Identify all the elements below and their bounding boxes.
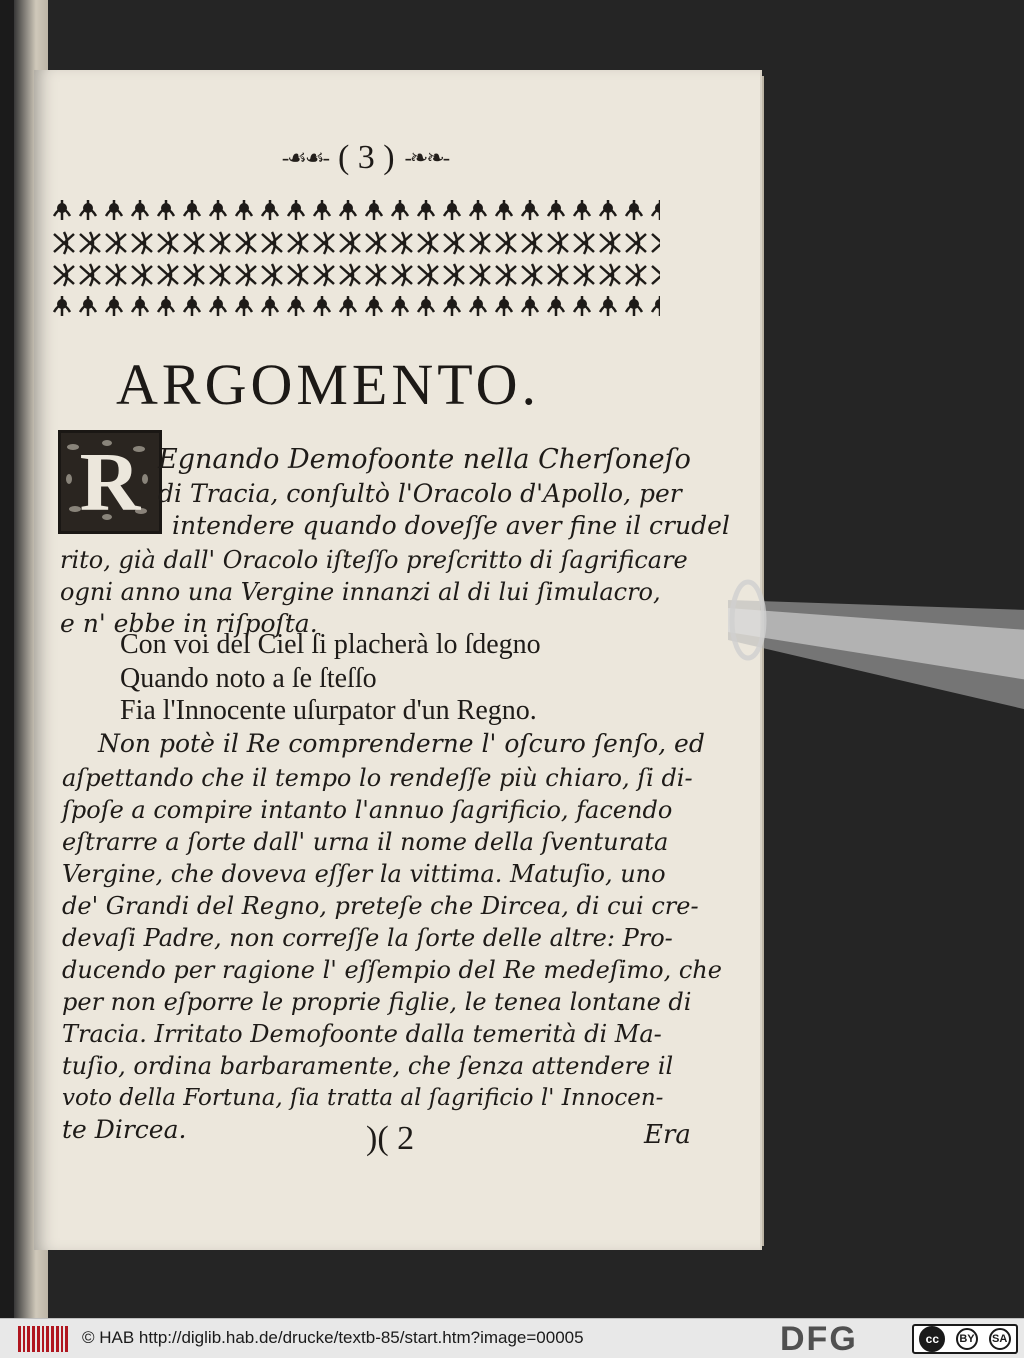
verse-line: Quando noto a ſe ſteſſo [120, 663, 377, 694]
paragraph-line: Vergine, che doveva eſſer la vittima. Matuſio, uno [62, 860, 666, 888]
body-line: ogni anno una Vergine innanzi al di lui ſimulacro, [60, 578, 661, 606]
paragraph-line: Tracia. Irritato Demofoonte dalla temerità di Ma- [62, 1020, 662, 1048]
page-header [250, 138, 480, 178]
drop-cap-letter: R [79, 436, 141, 529]
verse-line: Con voi del Ciel ſi placherà lo ſdegno [120, 629, 541, 660]
paragraph-line: ducendo per ragione l' eſſempio del Re medeſimo, che [62, 956, 722, 984]
body-line: Egnando Demofoonte nella Cherſoneſo [158, 444, 691, 475]
dfg-logo[interactable]: DFG [780, 1320, 858, 1358]
header-ornament-right: -❧❧- [404, 145, 449, 170]
verse-line: Fia l'Innocente uſurpator d'un Regno. [120, 695, 537, 726]
body-line: rito, già dall' Oracolo iſteſſo preſcritto di ſagrificare [60, 546, 688, 574]
paragraph-line: te Dircea. [62, 1115, 187, 1144]
sa-icon: SA [989, 1328, 1011, 1350]
cc-icon: cc [919, 1326, 945, 1352]
ornamental-band [50, 188, 660, 320]
hab-logo-icon[interactable] [18, 1326, 68, 1352]
paragraph-line: de' Grandi del Regno, preteſe che Dircea, di cui cre- [62, 892, 699, 920]
viewer-footer [0, 1318, 1024, 1358]
header-ornament-left: -☙☙- [281, 145, 328, 170]
paragraph-line: Non potè il Re comprenderne l' oſcuro ſenſo, ed [98, 729, 705, 758]
drop-cap-box [58, 430, 162, 534]
page-number: ( 3 ) [337, 139, 395, 176]
by-icon: BY [956, 1328, 978, 1350]
book-cover-edge [0, 0, 14, 1318]
paragraph-line: voto della Fortuna, ſia tratta al ſagrificio l' Innocen- [62, 1085, 664, 1111]
fleuron-row [54, 264, 660, 286]
signature-mark: )( 2 [366, 1120, 415, 1157]
fleuron-row [54, 296, 660, 316]
fleuron-row [54, 200, 660, 220]
paragraph-line: devaſi Padre, non correſſe la ſorte delle altre: Pro- [62, 924, 673, 952]
paragraph-line: aſpettando che il tempo lo rendeſſe più chiaro, ſi di- [62, 764, 693, 792]
body-line: di Tracia, conſultò l'Oracolo d'Apollo, per [158, 479, 682, 508]
cc-license-badge[interactable] [912, 1324, 1018, 1354]
paragraph-line: ſpoſe a compire intanto l'annuo ſagrificio, facendo [62, 796, 673, 824]
page-clip [728, 560, 1024, 760]
chapter-title: ARGOMENTO. [116, 352, 540, 417]
paragraph-line: tuſio, ordina barbaramente, che ſenza attendere il [62, 1052, 674, 1080]
paragraph-line: per non eſporre le proprie figlie, le tenea lontane di [62, 988, 692, 1016]
fleuron-row [54, 232, 660, 254]
catchword: Era [644, 1120, 691, 1150]
body-line: intendere quando doveſſe aver fine il crudel [172, 511, 730, 540]
source-credit[interactable]: © HAB http://diglib.hab.de/drucke/textb-85/start.htm?image=00005 [82, 1328, 584, 1347]
body-line: e n' ebbe in riſpoſta. [60, 609, 318, 638]
paragraph-line: eſtrarre a ſorte dall' urna il nome della ſventurata [62, 828, 669, 856]
